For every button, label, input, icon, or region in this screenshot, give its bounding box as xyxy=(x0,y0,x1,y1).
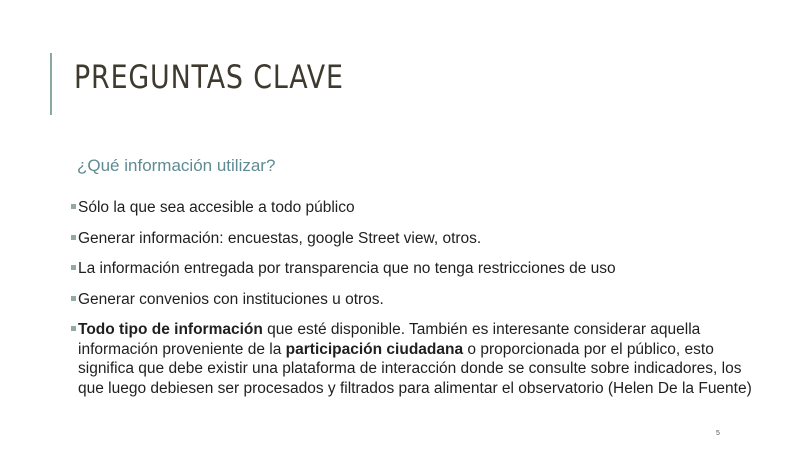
bullet-text: o proporcionada por el público, esto significa que debe existir una plataforma de interacción donde se consulte sobre indicadores, los que luego debiesen ser procesados y filtrados para alimentar el observatorio (Helen De la Fuente) xyxy=(78,340,752,397)
bullet-square-icon xyxy=(71,235,76,240)
bullet-text: Generar información: encuestas, google Street view, otros. xyxy=(78,229,482,247)
bullet-square-icon xyxy=(71,296,76,301)
page-number: 5 xyxy=(716,430,720,437)
bullet-text: Generar convenios con instituciones u otros. xyxy=(78,290,384,308)
list-item xyxy=(71,229,771,249)
list-item xyxy=(71,290,771,310)
slide-title: PREGUNTAS CLAVE xyxy=(74,58,344,96)
bold-phrase-info: Todo tipo de información xyxy=(78,321,263,338)
title-accent-bar xyxy=(50,53,52,115)
bullet-square-icon xyxy=(71,265,76,270)
bullet-text: Sólo la que sea accesible a todo público xyxy=(78,199,355,216)
bold-phrase-participation: participación ciudadana xyxy=(285,340,464,358)
list-item xyxy=(71,259,771,279)
bullet-list xyxy=(71,198,771,409)
slide-subtitle: ¿Qué información utilizar? xyxy=(77,156,276,175)
bullet-text: que esté disponible. También es interesante considerar aquella información proveniente de la xyxy=(78,321,701,358)
list-item xyxy=(71,198,771,218)
bullet-square-icon xyxy=(71,326,76,331)
bullet-square-icon xyxy=(71,204,76,209)
list-item xyxy=(71,320,771,398)
bullet-text: La información entregada por transparencia que no tenga restricciones de uso xyxy=(78,260,616,277)
